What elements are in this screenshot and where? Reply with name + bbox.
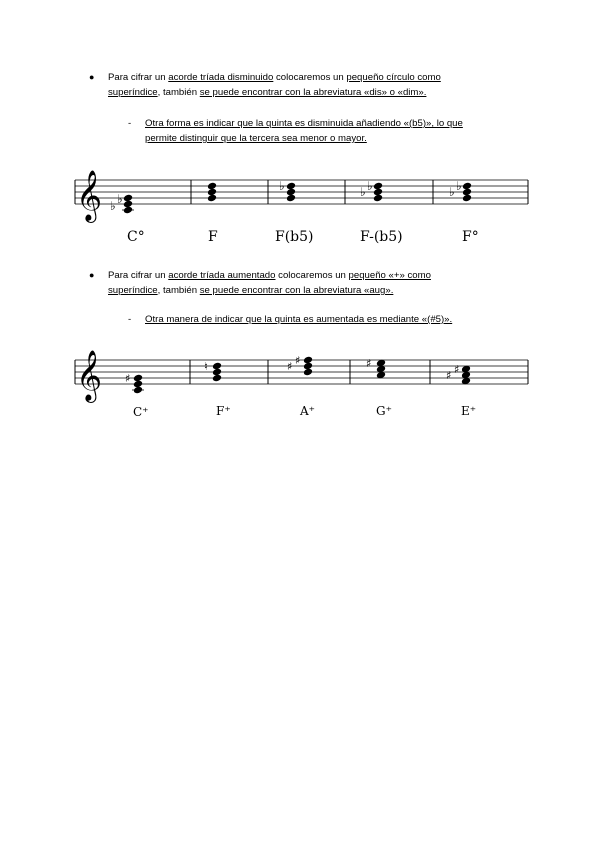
svg-text:♯: ♯ <box>295 354 301 367</box>
chord-c-aug <box>125 372 144 394</box>
paragraph-augmented-run: superíndice <box>108 285 158 296</box>
treble-clef-icon: 𝄞 <box>76 350 103 401</box>
dash-1: - <box>128 118 132 129</box>
chord-label: F⁺ <box>216 404 231 418</box>
svg-text:♭: ♭ <box>360 185 366 199</box>
svg-text:♯: ♯ <box>287 360 293 373</box>
paragraph-diminished-run: colocaremos un <box>273 72 347 83</box>
paragraph-diminished-run: acorde tríada disminuido <box>168 72 274 83</box>
paragraph-diminished-run: superíndice <box>108 87 158 98</box>
paragraph-augmented-run: acorde tríada aumentado <box>168 270 276 281</box>
svg-text:♮: ♮ <box>204 360 208 373</box>
paragraph-diminished-line2 <box>108 85 528 100</box>
chord-label: G⁺ <box>376 404 392 418</box>
paragraph-augmented-line2 <box>108 283 528 298</box>
paragraph-diminished <box>108 70 528 100</box>
sub-paragraph-b5-line1: Otra forma es indicar que la quinta es disminuida añadiendo «(b5)», lo que <box>145 118 463 129</box>
paragraph-augmented-run: pequeño «+» como <box>348 270 431 281</box>
chord-label: F <box>208 229 218 245</box>
svg-text:♯: ♯ <box>446 369 452 382</box>
chord-label: F-(b5) <box>360 229 403 245</box>
svg-text:♭: ♭ <box>456 179 462 193</box>
chord-label: A⁺ <box>300 404 315 418</box>
paragraph-augmented-run: Para cifrar un <box>108 270 169 281</box>
chord-f-dim <box>449 179 472 202</box>
paragraph-diminished-run: , también <box>157 87 200 98</box>
chord-label: F° <box>462 229 479 245</box>
svg-text:♯: ♯ <box>454 363 460 376</box>
svg-text:♭: ♭ <box>279 179 285 193</box>
paragraph-augmented-run: se puede encontrar con la abreviatura «aug». <box>199 285 394 296</box>
bullet-2: ● <box>89 270 95 280</box>
chord-labels-diminished <box>127 229 479 245</box>
chord-f-aug <box>204 360 222 382</box>
bullet-1: ● <box>89 72 95 82</box>
svg-text:♯: ♯ <box>366 357 372 370</box>
paragraph-diminished-run: Para cifrar un <box>108 72 169 83</box>
svg-text:♯: ♯ <box>125 372 131 385</box>
chord-f-minor-b5 <box>360 179 383 202</box>
chord-label: F(b5) <box>275 229 314 245</box>
staff-lines <box>75 360 528 384</box>
paragraph-diminished-line1 <box>108 70 528 85</box>
chord-labels-augmented <box>133 404 476 419</box>
dash-2: - <box>128 314 132 325</box>
svg-text:♭: ♭ <box>449 185 455 199</box>
sub-paragraph-sharp5 <box>145 312 545 327</box>
svg-text:♭: ♭ <box>117 192 123 206</box>
chord-label: C⁺ <box>133 405 149 419</box>
paragraph-augmented-run: , también <box>157 285 200 296</box>
paragraph-diminished-run: pequeño círculo como <box>346 72 441 83</box>
chord-label: E⁺ <box>461 404 477 418</box>
chord-a-aug <box>287 354 313 376</box>
chord-c-dim <box>110 192 134 214</box>
paragraph-augmented-run: colocaremos un <box>275 270 349 281</box>
sub-paragraph-b5 <box>145 116 545 146</box>
diminished-chords-staff <box>0 160 600 255</box>
paragraph-augmented <box>108 268 528 298</box>
sub-paragraph-sharp5-line1: Otra manera de indicar que la quinta es aumentada es mediante «(#5)». <box>145 314 453 325</box>
chord-f-b5 <box>279 179 296 202</box>
svg-text:♭: ♭ <box>110 199 116 213</box>
paragraph-augmented-line1 <box>108 268 528 283</box>
paragraph-diminished-run: se puede encontrar con la abreviatura «dis» o «dim». <box>199 87 427 98</box>
chord-label: C° <box>127 229 145 245</box>
augmented-chords-staff <box>0 340 600 425</box>
chord-f <box>207 182 217 203</box>
treble-clef-icon: 𝄞 <box>76 170 103 221</box>
sub-paragraph-b5-line2: permite distinguir que la tercera sea menor o mayor. <box>145 133 367 144</box>
svg-text:♭: ♭ <box>367 179 373 193</box>
